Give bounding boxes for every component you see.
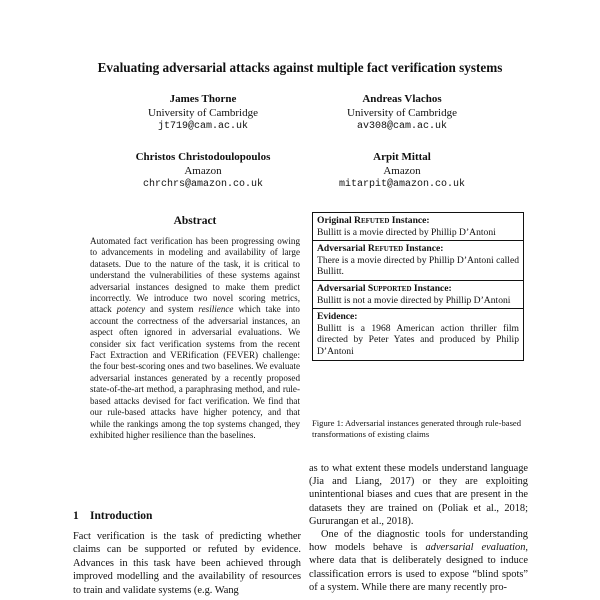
abstract-text-part: Automated fact verification has been progressing owing to advancements in modeling and availability of large datasets. Due to the nature of the task, it is critical to understand the vulnerabilities of these systems against adversarial instances designed to make them predict incorrectly. We introduce two novel scoring metrics, attack	[90, 236, 300, 315]
figure-section-body: Bullitt is a 1968 American action thriller film directed by Peter Yates and produced by Philip D’Antoni	[317, 322, 519, 357]
heading-text: Instance:	[389, 215, 430, 226]
section-heading	[73, 510, 152, 522]
author-email: mitarpit@amazon.co.uk	[338, 179, 466, 190]
paragraph: as to what extent these models understand language (Jia and Liang, 2017) or they are exploiting unintentional biases and cues that are present in the datasets they are trained on (Poliak et al., 2018; Gururangan et al., 2018).	[309, 463, 528, 527]
author-affiliation: University of Cambridge	[148, 107, 258, 119]
paper-title: Evaluating adversarial attacks against multiple fact verification systems	[97, 60, 503, 75]
heading-text: Adversarial	[317, 243, 368, 255]
author-block-2	[302, 92, 502, 134]
author-block-4	[302, 150, 502, 192]
figure-section-heading	[317, 283, 519, 295]
figure-section-adversarial-refuted	[313, 241, 523, 281]
abstract-text-part: and system	[145, 304, 199, 315]
heading-label: Refuted	[354, 215, 390, 226]
figure-section-body: There is a movie directed by Phillip D’Antoni called Bullitt.	[317, 254, 519, 278]
heading-text: Original	[317, 215, 355, 226]
section-title: Introduction	[90, 510, 153, 522]
heading-label: Supported	[367, 282, 412, 294]
figure-section-adversarial-supported	[313, 281, 523, 309]
paragraph	[309, 528, 528, 594]
paragraph-text: One of the diagnostic tools for understanding how models behave is	[309, 529, 528, 554]
figure-section-original-refuted	[313, 213, 523, 241]
figure-section-evidence	[313, 309, 523, 359]
abstract-heading: Abstract	[173, 215, 217, 227]
abstract-emphasis: potency	[116, 304, 145, 315]
heading-text: Adversarial	[317, 282, 368, 294]
figure-caption: Figure 1: Adversarial instances generated through rule-based transformations of existing claims	[312, 418, 522, 439]
figure-section-heading	[317, 243, 519, 255]
abstract-emphasis: resilience	[198, 304, 234, 315]
author-name: James Thorne	[169, 93, 237, 105]
paragraph-text: , where data that is deliberately designed to induce classification errors is used to expose “blind spots” of a system. While there are many recently pro-	[309, 542, 528, 593]
figure-box	[312, 212, 524, 361]
author-affiliation: University of Cambridge	[347, 107, 457, 119]
author-affiliation: Amazon	[184, 165, 222, 177]
figure-section-body: Bullitt is not a movie directed by Phillip D’Antoni	[317, 294, 511, 306]
figure-section-body: Bullitt is a movie directed by Phillip D’Antoni	[317, 226, 496, 238]
right-column-text	[309, 462, 528, 594]
author-email: jt719@cam.ac.uk	[157, 121, 248, 132]
paragraph-emphasis: adversarial evaluation	[425, 542, 526, 554]
introduction-text: Fact verification is the task of predicting whether claims can be supported or refuted by evidence. Advances in this task have been achieved through improved modelling and the availability of resources to train and validate systems (e.g. Wang	[73, 531, 301, 596]
figure-section-heading	[317, 215, 519, 227]
abstract-text-part: which take into account the correctness of the adversarial instances, an aspect often ignored in adversarial evaluations. We consider six fact verification systems from the recent Fact Extraction and VERification (FEVER) challenge: the four best-scoring ones and two baselines. We evaluate adversarial instances generated by a recently proposed state-of-the-art method, a paraphrasing method, and rule-based attacks devised for fact verification. We find that our rule-based attacks have higher potency, and that while the rankings among the top systems changed, they exhibited higher resilience than the baselines.	[90, 304, 300, 440]
author-email: chrchrs@amazon.co.uk	[142, 179, 264, 190]
abstract-text	[90, 236, 300, 441]
author-affiliation: Amazon	[383, 165, 421, 177]
heading-text: Instance:	[411, 282, 452, 294]
author-name: Arpit Mittal	[373, 151, 431, 163]
author-email: av308@cam.ac.uk	[356, 121, 447, 132]
heading-text: Instance:	[403, 243, 444, 255]
author-block-3	[103, 150, 303, 192]
section-number: 1	[73, 510, 79, 522]
figure-section-heading	[317, 311, 519, 323]
heading-text: Evidence:	[317, 311, 358, 323]
heading-label: Refuted	[367, 243, 404, 255]
author-block-1	[103, 92, 303, 134]
author-name: Christos Christodoulopoulos	[135, 151, 271, 163]
author-name: Andreas Vlachos	[362, 93, 442, 105]
